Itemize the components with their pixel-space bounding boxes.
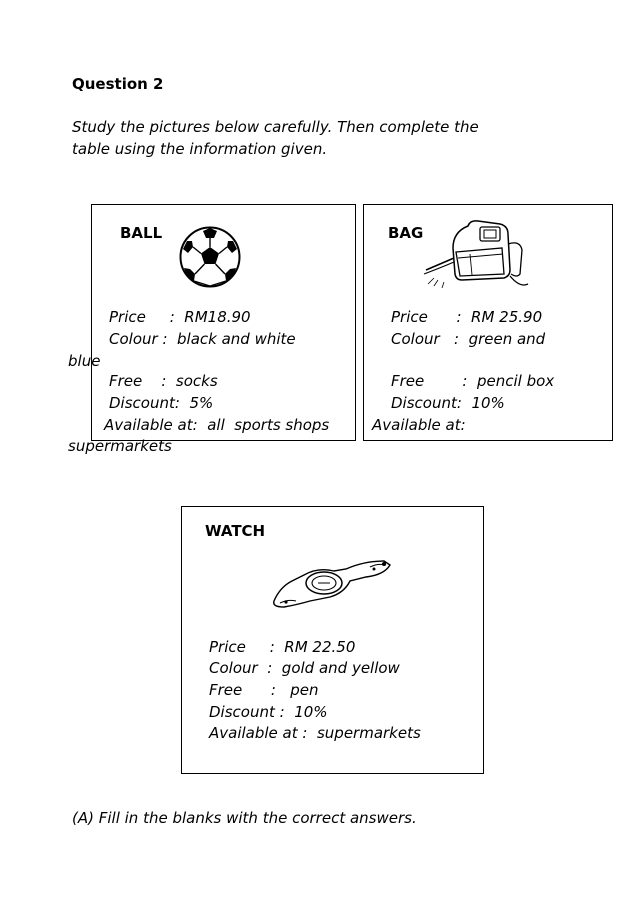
bag-icon bbox=[420, 218, 530, 298]
ball-free: Free : socks bbox=[109, 372, 218, 390]
instructions bbox=[72, 116, 552, 160]
bag-label: BAG bbox=[388, 224, 424, 242]
bag-discount: Discount: 10% bbox=[391, 394, 505, 412]
bag-price: Price : RM 25.90 bbox=[391, 308, 543, 326]
fill-in-instruction: (A) Fill in the blanks with the correct answers. bbox=[72, 809, 417, 827]
ball-price: Price : RM18.90 bbox=[109, 308, 251, 326]
soccer-ball-icon bbox=[178, 225, 242, 289]
ball-label: BALL bbox=[120, 224, 163, 242]
watch-free: Free : pen bbox=[209, 681, 319, 699]
watch-discount: Discount : 10% bbox=[209, 703, 328, 721]
bag-available: Available at: bbox=[372, 416, 466, 434]
watch-icon bbox=[266, 553, 396, 613]
watch-price: Price : RM 22.50 bbox=[209, 638, 356, 656]
watch-label: WATCH bbox=[205, 522, 266, 540]
instruction-line-2: table using the information given. bbox=[72, 140, 328, 158]
bag-colour: Colour : green and bbox=[391, 330, 546, 348]
ball-available-wrap: supermarkets bbox=[68, 437, 172, 455]
watch-available: Available at : supermarkets bbox=[209, 724, 421, 742]
bag-free: Free : pencil box bbox=[391, 372, 555, 390]
question-title: Question 2 bbox=[72, 75, 164, 93]
ball-available: Available at: all sports shops bbox=[104, 416, 330, 434]
ball-colour: Colour : black and white bbox=[109, 330, 296, 348]
watch-colour: Colour : gold and yellow bbox=[209, 659, 400, 677]
ball-colour-wrap: blue bbox=[68, 352, 101, 370]
instruction-line-1: Study the pictures below carefully. Then complete the bbox=[72, 118, 479, 136]
ball-discount: Discount: 5% bbox=[109, 394, 214, 412]
